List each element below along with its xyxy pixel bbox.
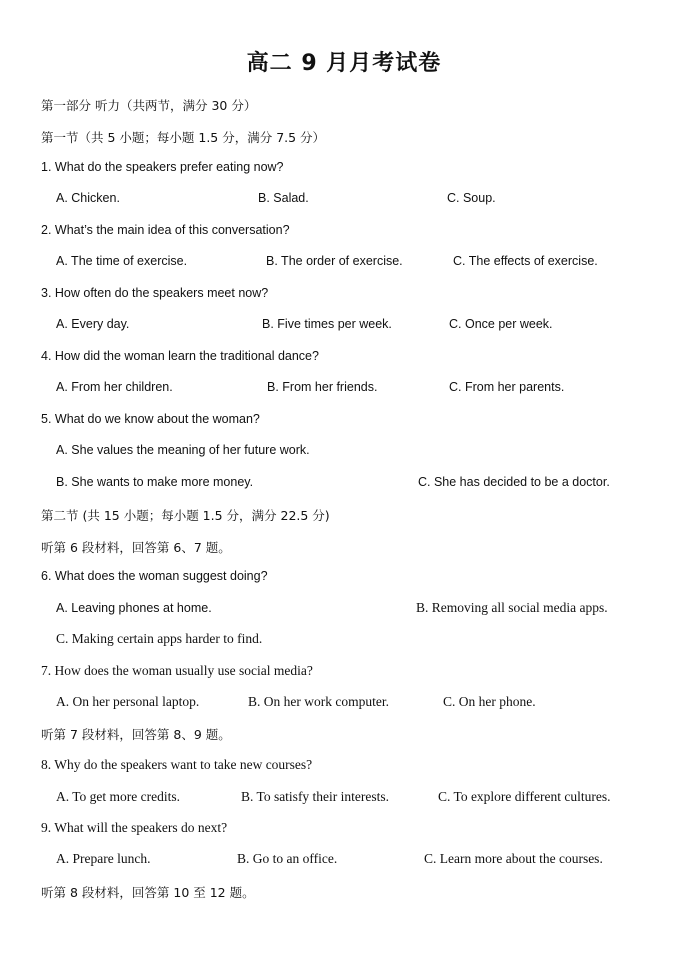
- part1-header: 第一部分 听力（共两节，满分 30 分）: [41, 98, 257, 113]
- question-6-option-a: A. Leaving phones at home.: [56, 601, 212, 615]
- question-1-option-c: C. Soup.: [447, 191, 496, 205]
- question-5-option-b: B. She wants to make more money.: [56, 475, 254, 489]
- question-9-option-b: B. Go to an office.: [237, 851, 338, 866]
- question-5: 5. What do we know about the woman?: [41, 412, 260, 426]
- question-7: 7. How does the woman usually use social media?: [41, 663, 313, 678]
- question-4-option-c: C. From her parents.: [449, 380, 565, 394]
- question-6: 6. What does the woman suggest doing?: [41, 569, 268, 583]
- page-title: 高二 9 月月考试卷: [246, 51, 442, 76]
- question-5-option-a: A. She values the meaning of her future work.: [56, 443, 310, 457]
- question-1-option-b: B. Salad.: [258, 191, 309, 205]
- question-7-option-b: B. On her work computer.: [248, 694, 389, 709]
- question-3: 3. How often do the speakers meet now?: [41, 286, 269, 300]
- question-9-option-c: C. Learn more about the courses.: [424, 851, 603, 866]
- question-4: 4. How did the woman learn the traditional dance?: [41, 349, 319, 363]
- question-2-option-b: B. The order of exercise.: [266, 254, 403, 268]
- question-9: 9. What will the speakers do next?: [41, 820, 228, 835]
- question-4-option-b: B. From her friends.: [267, 380, 378, 394]
- question-2-option-c: C. The effects of exercise.: [453, 254, 598, 268]
- question-3-option-b: B. Five times per week.: [262, 317, 392, 331]
- question-9-option-a: A. Prepare lunch.: [56, 851, 151, 866]
- section1-header: 第一节（共 5 小题；每小题 1.5 分，满分 7.5 分）: [41, 130, 326, 145]
- question-8-option-b: B. To satisfy their interests.: [241, 789, 390, 804]
- question-6-option-c: C. Making certain apps harder to find.: [56, 631, 263, 646]
- section2-header: 第二节 (共 15 小题；每小题 1.5 分，满分 22.5 分): [41, 508, 330, 523]
- question-5-option-c: C. She has decided to be a doctor.: [418, 475, 610, 489]
- question-3-option-a: A. Every day.: [56, 317, 130, 331]
- question-2-option-a: A. The time of exercise.: [56, 254, 188, 268]
- question-6-option-b: B. Removing all social media apps.: [416, 600, 608, 615]
- question-8: 8. Why do the speakers want to take new courses?: [41, 757, 313, 772]
- question-2: 2. What’s the main idea of this conversation?: [41, 223, 290, 237]
- passage-6-intro: 听第 6 段材料，回答第 6、7 题。: [41, 540, 231, 555]
- question-1: 1. What do the speakers prefer eating now?: [41, 160, 284, 174]
- question-1-option-a: A. Chicken.: [56, 191, 120, 205]
- question-7-option-a: A. On her personal laptop.: [56, 694, 200, 709]
- question-8-option-a: A. To get more credits.: [56, 789, 181, 804]
- passage-8-intro: 听第 8 段材料，回答第 10 至 12 题。: [41, 885, 255, 900]
- question-4-option-a: A. From her children.: [56, 380, 173, 394]
- question-8-option-c: C. To explore different cultures.: [438, 789, 611, 804]
- passage-7-intro: 听第 7 段材料，回答第 8、9 题。: [41, 727, 231, 742]
- question-3-option-c: C. Once per week.: [449, 317, 553, 331]
- question-7-option-c: C. On her phone.: [443, 694, 536, 709]
